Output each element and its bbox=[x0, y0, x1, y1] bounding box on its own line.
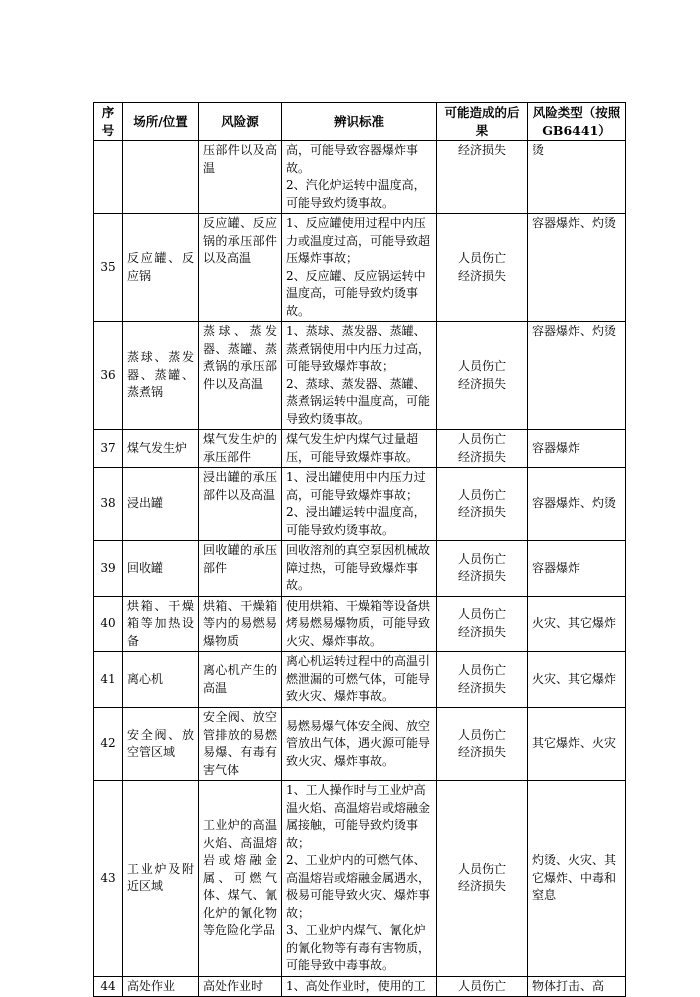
cell-no: 39 bbox=[94, 541, 123, 597]
cell-consequence: 人员伤亡 经济损失 bbox=[437, 708, 528, 781]
cell-location: 回收罐 bbox=[123, 541, 199, 597]
cell-no: 38 bbox=[94, 468, 123, 541]
cell-source: 煤气发生炉的承压部件 bbox=[199, 430, 282, 468]
cell-location: 高处作业 bbox=[123, 976, 199, 997]
table-row bbox=[94, 141, 626, 214]
cell-no bbox=[94, 141, 123, 214]
cell-consequence: 人员伤亡 经济损失 bbox=[437, 652, 528, 708]
cell-no: 41 bbox=[94, 652, 123, 708]
cell-type: 火灾、其它爆炸 bbox=[528, 596, 626, 652]
cell-source: 烘箱、干燥箱等内的易燃易爆物质 bbox=[199, 596, 282, 652]
cell-standard: 易燃易爆气体安全阀、放空管放出气体，遇火源可能导致火灾、爆炸事故。 bbox=[282, 708, 437, 781]
cell-location: 工业炉及附近区域 bbox=[123, 781, 199, 977]
cell-consequence: 经济损失 bbox=[437, 141, 528, 214]
header-no: 序号 bbox=[94, 103, 123, 141]
cell-type: 容器爆炸、灼烫 bbox=[528, 322, 626, 430]
header-type: 风险类型（按照 GB6441） bbox=[528, 103, 626, 141]
table-row bbox=[94, 541, 626, 597]
cell-location: 浸出罐 bbox=[123, 468, 199, 541]
cell-source: 安全阀、放空管排放的易燃易爆、有毒有害气体 bbox=[199, 708, 282, 781]
table-row bbox=[94, 468, 626, 541]
table-row bbox=[94, 708, 626, 781]
cell-location: 安全阀、放空管区域 bbox=[123, 708, 199, 781]
table-row bbox=[94, 322, 626, 430]
table-row bbox=[94, 781, 626, 977]
cell-standard: 使用烘箱、干燥箱等设备烘烤易燃易爆物质，可能导致火灾、爆炸事故。 bbox=[282, 596, 437, 652]
cell-type: 其它爆炸、火灾 bbox=[528, 708, 626, 781]
cell-no: 42 bbox=[94, 708, 123, 781]
cell-standard: 1、高处作业时，使用的工 bbox=[282, 976, 437, 997]
cell-type: 烫 bbox=[528, 141, 626, 214]
header-standard: 辨识标准 bbox=[282, 103, 437, 141]
cell-type: 容器爆炸、灼烫 bbox=[528, 214, 626, 322]
header-consequence: 可能造成的后果 bbox=[437, 103, 528, 141]
cell-standard: 1、反应罐使用过程中内压力或温度过高，可能导致超压爆炸事故； 2、反应罐、反应锅运转中温度高，可能导致灼烫事故。 bbox=[282, 214, 437, 322]
header-location: 场所/位置 bbox=[123, 103, 199, 141]
cell-location: 离心机 bbox=[123, 652, 199, 708]
cell-location: 蒸球、蒸发器、蒸罐、蒸煮锅 bbox=[123, 322, 199, 430]
cell-no: 40 bbox=[94, 596, 123, 652]
cell-no: 43 bbox=[94, 781, 123, 977]
cell-source: 离心机产生的高温 bbox=[199, 652, 282, 708]
cell-standard: 煤气发生炉内煤气过量超压，可能导致爆炸事故。 bbox=[282, 430, 437, 468]
cell-no: 37 bbox=[94, 430, 123, 468]
cell-source: 蒸球、蒸发器、蒸罐、蒸煮锅的承压部件以及高温 bbox=[199, 322, 282, 430]
cell-source: 工业炉的高温火焰、高温熔岩或熔融金属、可燃气体、煤气、氰化炉的氰化物等危险化学品 bbox=[199, 781, 282, 977]
cell-source: 反应罐、反应锅的承压部件以及高温 bbox=[199, 214, 282, 322]
cell-source: 浸出罐的承压部件以及高温 bbox=[199, 468, 282, 541]
table-row bbox=[94, 976, 626, 997]
cell-source: 压部件以及高温 bbox=[199, 141, 282, 214]
cell-standard: 回收溶剂的真空泵因机械故障过热，可能导致爆炸事故。 bbox=[282, 541, 437, 597]
cell-consequence: 人员伤亡 经济损失 bbox=[437, 781, 528, 977]
risk-table bbox=[93, 102, 626, 997]
cell-type: 火灾、其它爆炸 bbox=[528, 652, 626, 708]
cell-location: 烘箱、干燥箱等加热设备 bbox=[123, 596, 199, 652]
cell-consequence: 人员伤亡 经济损失 bbox=[437, 430, 528, 468]
cell-location: 煤气发生炉 bbox=[123, 430, 199, 468]
cell-consequence: 人员伤亡 经济损失 bbox=[437, 468, 528, 541]
cell-location bbox=[123, 141, 199, 214]
cell-type: 物体打击、高 bbox=[528, 976, 626, 997]
cell-standard: 1、浸出罐使用中内压力过高，可能导致爆炸事故； 2、浸出罐运转中温度高，可能导致灼烫事故。 bbox=[282, 468, 437, 541]
cell-standard: 1、工人操作时与工业炉高温火焰、高温熔岩或熔融金属接触，可能导致灼烫事故； 2、工业炉内的可燃气体、高温熔岩或熔融金属遇水，极易可能导致火灾、爆炸事故； 3、工业炉内煤气、氰化炉的氰化物等有毒有害物质，可能导致中毒事故。 bbox=[282, 781, 437, 977]
table-row bbox=[94, 214, 626, 322]
cell-source: 高处作业时 bbox=[199, 976, 282, 997]
cell-no: 44 bbox=[94, 976, 123, 997]
table-row bbox=[94, 596, 626, 652]
cell-type: 容器爆炸 bbox=[528, 541, 626, 597]
cell-consequence: 人员伤亡 经济损失 bbox=[437, 541, 528, 597]
cell-no: 35 bbox=[94, 214, 123, 322]
cell-type: 容器爆炸、灼烫 bbox=[528, 468, 626, 541]
cell-consequence: 人员伤亡 bbox=[437, 976, 528, 997]
cell-source: 回收罐的承压部件 bbox=[199, 541, 282, 597]
cell-standard: 离心机运转过程中的高温引燃泄漏的可燃气体，可能导致火灾、爆炸事故。 bbox=[282, 652, 437, 708]
cell-no: 36 bbox=[94, 322, 123, 430]
table-row bbox=[94, 430, 626, 468]
cell-location: 反应罐、反应锅 bbox=[123, 214, 199, 322]
header-source: 风险源 bbox=[199, 103, 282, 141]
cell-standard: 1、蒸球、蒸发器、蒸罐、蒸煮锅使用中内压力过高，可能导致爆炸事故； 2、蒸球、蒸发器、蒸罐、蒸煮锅运转中温度高，可能导致灼烫事故。 bbox=[282, 322, 437, 430]
cell-consequence: 人员伤亡 经济损失 bbox=[437, 596, 528, 652]
cell-consequence: 人员伤亡 经济损失 bbox=[437, 322, 528, 430]
cell-standard: 高，可能导致容器爆炸事故。 2、汽化炉运转中温度高，可能导致灼烫事故。 bbox=[282, 141, 437, 214]
cell-consequence: 人员伤亡 经济损失 bbox=[437, 214, 528, 322]
table-row bbox=[94, 652, 626, 708]
cell-type: 灼烫、火灾、其它爆炸、中毒和窒息 bbox=[528, 781, 626, 977]
table-header-row bbox=[94, 103, 626, 141]
cell-type: 容器爆炸 bbox=[528, 430, 626, 468]
